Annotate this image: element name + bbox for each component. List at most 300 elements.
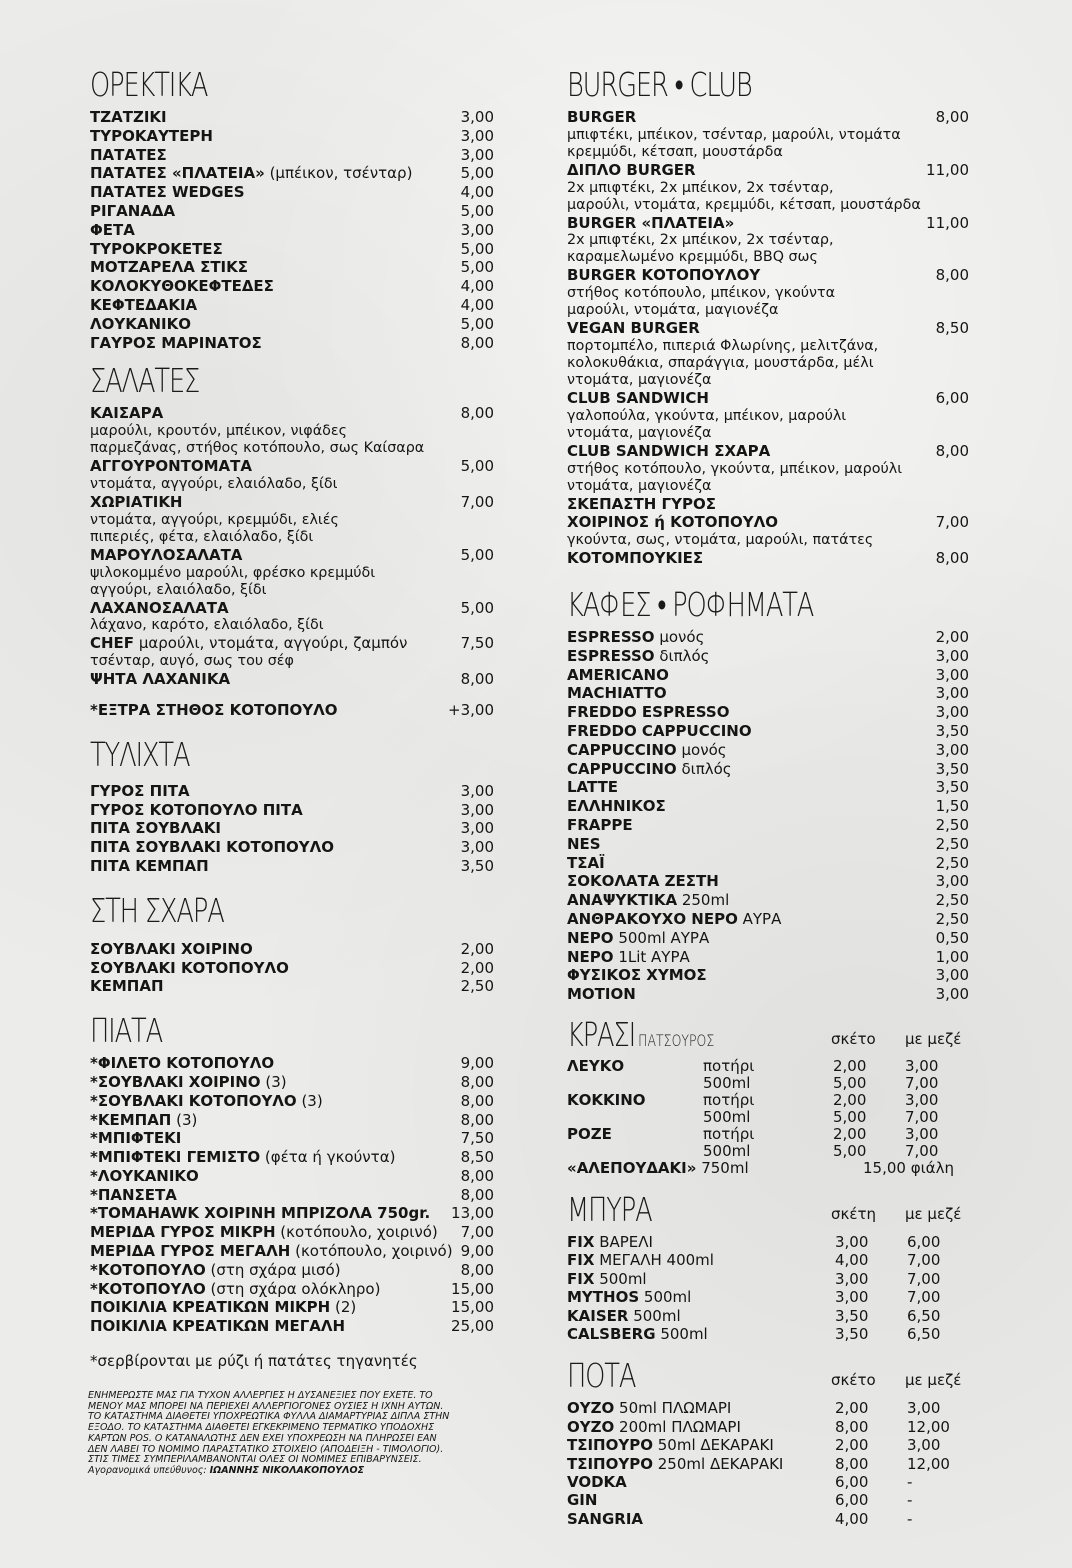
wine-header <box>567 1012 969 1058</box>
drink-row <box>567 1491 969 1509</box>
drink-name: FIX <box>567 1232 595 1251</box>
item-extra: (κοτόπουλο, χοιρινό) <box>280 1223 438 1242</box>
item-name-wrap <box>567 628 909 647</box>
drink-name-wrap <box>567 1455 835 1473</box>
menu-item <box>90 634 494 653</box>
item-name: ΠΑΤΑΤΕΣ WEDGES <box>90 183 245 202</box>
item-name-wrap <box>90 1148 434 1167</box>
drink-size: ΒΑΡΕΛΙ <box>599 1232 653 1251</box>
item-price: 3,00 <box>460 126 494 145</box>
menu-item <box>567 816 969 835</box>
drink-name-wrap <box>567 1307 835 1325</box>
item-name-wrap <box>90 108 434 127</box>
drink-size: 50ml ΔΕΚΑΡΑΚΙ <box>657 1436 774 1455</box>
wine-special-row <box>567 1160 969 1177</box>
drink-row <box>567 1455 969 1473</box>
menu-item <box>90 334 494 353</box>
price-plain: 5,00 <box>833 1141 867 1160</box>
item-price: 9,00 <box>460 1054 494 1073</box>
item-extra: 250ml <box>681 891 730 910</box>
item-extra: (3) <box>176 1110 198 1129</box>
menu-item <box>567 985 969 1004</box>
price-meze: - <box>907 1509 913 1528</box>
drink-name: FIX <box>567 1269 595 1288</box>
item-extra: (στη σχάρα ολόκληρο) <box>210 1279 381 1298</box>
item-extra: διπλός <box>681 759 732 778</box>
item-price: 9,00 <box>460 1242 494 1261</box>
item-name-wrap <box>567 161 909 180</box>
item-name: *ΚΕΜΠΑΠ <box>90 1110 172 1129</box>
menu-item <box>90 1148 494 1167</box>
drink-name: ΟΥΖΟ <box>567 1399 615 1418</box>
item-price: 3,50 <box>935 759 969 778</box>
drink-name-wrap <box>567 1325 835 1343</box>
menu-item <box>567 929 969 948</box>
item-name-wrap <box>567 778 909 797</box>
wine-size: 500ml <box>703 1073 751 1092</box>
menu-item <box>90 240 494 259</box>
menu-item <box>567 442 969 461</box>
menu-item <box>90 127 494 146</box>
menu-item <box>567 910 969 929</box>
item-extra: 500ml ΑΥΡΑ <box>618 928 710 947</box>
item-price: 2,00 <box>935 627 969 646</box>
item-price: 3,00 <box>935 665 969 684</box>
drink-size: 500ml <box>633 1306 681 1325</box>
drink-name: ΤΣΙΠΟΥΡΟ <box>567 1454 653 1473</box>
menu-item <box>90 977 494 996</box>
item-description: γαλοπούλα, γκούντα, μπέικον, μαρούλι <box>567 407 847 424</box>
item-price: 3,00 <box>935 740 969 759</box>
drink-size: 200ml ΠΛΩΜΑΡΙ <box>619 1417 741 1436</box>
item-price: 5,00 <box>460 258 494 277</box>
item-name: ΜΟΤΖΑΡΕΛΑ ΣΤΙΚΣ <box>90 258 249 277</box>
item-name: ΑΝΑΨΥΚΤΙΚΑ <box>567 891 678 910</box>
item-name-wrap <box>90 634 434 653</box>
wine-row <box>567 1092 969 1109</box>
wine-special-price: 15,00 φιάλη <box>863 1158 954 1177</box>
item-description: ψιλοκομμένο μαρούλι, φρέσκο κρεμμύδι <box>90 564 376 581</box>
item-price: 5,00 <box>460 457 494 476</box>
item-name-wrap <box>567 319 909 338</box>
menu-item <box>90 940 494 959</box>
item-description: στήθος κοτόπουλο, μπέικον, γκούντα <box>567 285 836 302</box>
responsible-line <box>88 1466 504 1477</box>
wine-row <box>567 1126 969 1143</box>
item-description: μπιφτέκι, μπέικον, τσένταρ, μαρούλι, ντομάτα <box>567 126 901 143</box>
drink-row <box>567 1473 969 1491</box>
item-name: ΚΕΜΠΑΠ <box>90 977 164 996</box>
item-name-wrap <box>567 214 909 233</box>
price-plain: 2,00 <box>833 1124 867 1143</box>
drink-name: CALSBERG <box>567 1324 656 1343</box>
item-description: ντομάτα, αγγούρι, ελαιόλαδο, ξίδι <box>90 475 338 492</box>
item-name: ΤΥΡΟΚΡΟΚΕΤΕΣ <box>90 239 223 258</box>
drink-name-wrap <box>567 1251 835 1269</box>
menu-item <box>567 666 969 685</box>
drink-row <box>567 1399 969 1417</box>
item-name-wrap <box>90 819 434 838</box>
wine-row <box>567 1143 969 1160</box>
spacer <box>90 876 494 888</box>
menu-item <box>90 277 494 296</box>
right-column <box>567 62 969 1528</box>
price-meze: 3,00 <box>905 1056 939 1075</box>
item-extra: (μπέικον, τσένταρ) <box>269 164 413 183</box>
legal-line: ΕΝΗΜΕΡΩΣΤΕ ΜΑΣ ΓΙΑ ΤΥΧΟΝ ΑΛΛΕΡΓΙΕΣ Η ΔΥΣΑΝΕΞΙΕΣ ΠΟΥ ΕΧΕΤΕ. ΤΟ <box>88 1390 433 1401</box>
item-name: BURGER ΚΟΤΟΠΟΥΛΟΥ <box>567 266 761 285</box>
price-meze: 7,00 <box>907 1251 941 1270</box>
price-plain: 3,50 <box>835 1306 869 1325</box>
price-plain: 6,00 <box>835 1472 869 1491</box>
wine-row <box>567 1109 969 1126</box>
menu-item <box>567 684 969 703</box>
wine-size: ποτήρι <box>703 1056 755 1075</box>
drink-size: 50ml ΠΛΩΜΑΡΙ <box>619 1399 732 1418</box>
menu-item <box>567 513 969 532</box>
item-name: ΕΛΛΗΝΙΚΟΣ <box>567 797 666 816</box>
menu-item <box>567 495 969 514</box>
item-name-wrap <box>90 977 434 996</box>
item-name: *ΣΟΥΒΛΑΚΙ ΧΟΙΡΙΝΟ <box>90 1072 261 1091</box>
item-description: 2x μπιφτέκι, 2x μπέικον, 2x τσένταρ, <box>567 232 834 249</box>
menu-item <box>90 782 494 801</box>
menu-item <box>90 108 494 127</box>
menu-item <box>90 146 494 165</box>
column-header: σκέτο <box>831 1371 876 1390</box>
wine-special-name: «ΑΛΕΠΟΥΔΑΚΙ» <box>567 1158 697 1177</box>
menu-item <box>567 872 969 891</box>
item-price: 3,00 <box>460 781 494 800</box>
item-name: AMERICANO <box>567 665 669 684</box>
item-name: FREDDO ESPRESSO <box>567 703 730 722</box>
section-title: ΣΤΗ ΣΧΑΡΑ <box>90 890 224 930</box>
item-name: ΧΟΙΡΙΝΟΣ ή ΚΟΤΟΠΟΥΛΟ <box>567 513 779 532</box>
item-extra: (κοτόπουλο, χοιρινό) <box>295 1242 453 1261</box>
item-name-wrap <box>90 1186 434 1205</box>
item-description: καραμελωμένο κρεμμύδι, BBQ σως <box>567 249 818 266</box>
legal-line: ΚΑΡΤΩΝ POS. Ο ΚΑΤΑΝΑΛΩΤΗΣ ΔΕΝ ΕΧΕΙ ΥΠΟΧΡΕΩΣΗ ΝΑ ΠΛΗΡΩΣΕΙ ΕΑΝ <box>88 1432 437 1444</box>
item-name-wrap <box>90 1204 434 1223</box>
item-extra: ΑΥΡΑ <box>742 909 782 928</box>
item-name-wrap <box>567 948 909 967</box>
item-name: ΠΙΤΑ ΣΟΥΒΛΑΚΙ ΚΟΤΟΠΟΥΛΟ <box>90 838 335 857</box>
item-description: ντομάτα, αγγούρι, κρεμμύδι, ελιές <box>90 511 339 528</box>
item-name: ΝΕΡΟ <box>567 928 614 947</box>
section-title: ΟΡΕΚΤΙΚΑ <box>90 65 208 104</box>
price-plain: 2,00 <box>833 1056 867 1075</box>
item-name-wrap <box>90 1261 434 1280</box>
left-column <box>90 62 494 1371</box>
section-title-text: ΚΡΑΣΙ <box>567 1014 636 1054</box>
drink-name-wrap <box>567 1510 835 1528</box>
item-price: 3,00 <box>935 684 969 703</box>
item-price: 6,00 <box>935 388 969 407</box>
menu-item <box>90 221 494 240</box>
item-price: 5,00 <box>460 164 494 183</box>
item-name-wrap <box>567 891 909 910</box>
item-name-wrap <box>567 929 909 948</box>
item-name-wrap <box>90 1298 434 1317</box>
price-meze: 6,50 <box>907 1306 941 1325</box>
item-price: 7,00 <box>460 492 494 511</box>
item-price: 2,50 <box>935 815 969 834</box>
item-name-wrap <box>90 546 434 565</box>
item-name-wrap <box>90 1129 434 1148</box>
price-plain: 5,00 <box>833 1107 867 1126</box>
legal-line: ΤΟ ΚΑΤΑΣΤΗΜΑ ΔΙΑΘΕΤΕΙ ΥΠΟΧΡΕΩΤΙΚΑ ΦΥΛΛΑ ΔΙΑΜΑΡΤΥΡΙΑΣ ΔΙΠΛΑ ΣΤΗΝ <box>88 1411 450 1423</box>
item-name: ΔΙΠΛΟ BURGER <box>567 160 696 179</box>
legal-notice <box>88 1391 504 1477</box>
price-meze: 7,00 <box>905 1141 939 1160</box>
item-name: ΠΟΙΚΙΛΙΑ ΚΡΕΑΤΙΚΩΝ ΜΕΓΑΛΗ <box>90 1317 346 1336</box>
menu-item <box>567 741 969 760</box>
section-title: ΠΟΤΑ <box>567 1356 636 1396</box>
spacer <box>90 720 494 732</box>
menu-item <box>90 1223 494 1242</box>
item-name: ΣΟΥΒΛΑΚΙ ΧΟΙΡΙΝΟ <box>90 939 253 958</box>
menu-item <box>567 948 969 967</box>
wine-name <box>567 1109 703 1126</box>
item-name: BURGER <box>567 108 637 126</box>
item-name: ΣΟΥΒΛΑΚΙ ΚΟΤΟΠΟΥΛΟ <box>90 958 289 977</box>
item-price: 7,50 <box>460 634 494 653</box>
menu-item <box>90 1111 494 1130</box>
item-name-wrap <box>567 722 909 741</box>
wine-special <box>567 1160 863 1177</box>
menu-item <box>567 835 969 854</box>
menu-item <box>90 1261 494 1280</box>
item-name-wrap <box>90 202 434 221</box>
menu-item <box>567 389 969 408</box>
drink-size: 250ml ΔΕΚΑΡΑΚΙ <box>657 1454 784 1473</box>
item-name: ΤΖΑΤΖΙΚΙ <box>90 108 167 126</box>
item-name-wrap <box>90 127 434 146</box>
item-extra: (στη σχάρα μισό) <box>210 1260 341 1279</box>
item-description: αγγούρι, ελαιόλαδο, ξίδι <box>90 581 267 598</box>
item-extra: μονός <box>681 740 727 759</box>
item-price: 3,00 <box>935 872 969 891</box>
item-name-wrap <box>567 703 909 722</box>
item-description: πορτομπέλο, πιπεριά Φλωρίνης, μελιτζάνα, <box>567 337 879 354</box>
item-name-wrap <box>567 684 909 703</box>
menu-item <box>90 1317 494 1336</box>
item-name-wrap <box>90 146 434 165</box>
item-name-wrap <box>567 985 909 1004</box>
item-name-wrap <box>90 801 434 820</box>
item-name: ΓΥΡΟΣ ΚΟΤΟΠΟΥΛΟ ΠΙΤΑ <box>90 800 303 819</box>
item-name-wrap <box>567 816 909 835</box>
menu-item <box>90 1204 494 1223</box>
item-name-wrap <box>567 666 909 685</box>
section-subtitle: ΠΑΤΣΟΥΡΟΣ <box>638 1030 715 1050</box>
menu-item <box>567 549 969 568</box>
drink-name-wrap <box>567 1491 835 1509</box>
section-title: ΚΑΦΕΣ • ΡΟΦΗΜΑΤΑ <box>567 584 814 624</box>
menu-item <box>90 1129 494 1148</box>
item-name-wrap <box>567 760 909 779</box>
item-price: 5,00 <box>460 545 494 564</box>
item-description: κολοκυθάκια, σπαράγγια, μουστάρδα, μέλι <box>567 354 874 371</box>
price-plain: 6,00 <box>835 1491 869 1510</box>
section-title: ΣΑΛΑΤΕΣ <box>90 361 200 401</box>
item-description: 2x μπιφτέκι, 2x μπέικον, 2x τσένταρ, <box>567 179 834 196</box>
item-price: 2,00 <box>460 939 494 958</box>
menu-item <box>90 819 494 838</box>
item-description: ντομάτα, μαγιονέζα <box>567 424 712 441</box>
item-name-wrap <box>90 258 434 277</box>
item-name: ΠΑΤΑΤΕΣ <box>90 145 167 164</box>
item-name: ΧΩΡΙΑΤΙΚΗ <box>90 492 183 511</box>
item-name-wrap <box>90 493 434 512</box>
menu-item <box>90 1073 494 1092</box>
item-extra: (2) <box>335 1298 357 1317</box>
item-name-wrap <box>90 315 434 334</box>
price-meze: 12,00 <box>907 1454 950 1473</box>
item-name: BURGER «ΠΛΑΤΕΙΑ» <box>567 213 735 232</box>
item-name: ΛΟΥΚΑΝΙΚΟ <box>90 314 191 333</box>
menu-item <box>90 296 494 315</box>
drink-size: ΜΕΓΑΛΗ 400ml <box>599 1251 714 1270</box>
item-name-wrap <box>90 1242 453 1261</box>
item-name-wrap <box>567 442 909 461</box>
item-name-wrap <box>567 549 909 568</box>
menu-item <box>567 966 969 985</box>
price-meze: - <box>907 1472 913 1491</box>
drink-name: GIN <box>567 1491 598 1510</box>
item-price: 15,00 <box>451 1279 494 1298</box>
legal-line: ΔΕΝ ΛΑΒΕΙ ΤΟ ΝΟΜΙΜΟ ΠΑΡΑΣΤΑΤΙΚΟ ΣΤΟΙΧΕΙΟ (ΑΠΟΔΕΙΞΗ - ΤΙΜΟΛΟΓΙΟ). <box>88 1443 444 1455</box>
item-price: 8,00 <box>460 670 494 689</box>
item-extra: 1Lit ΑΥΡΑ <box>618 947 690 966</box>
item-name: CAPPUCCINO <box>567 759 677 778</box>
wine-table <box>567 1058 969 1177</box>
item-name-wrap <box>90 1167 434 1186</box>
item-name-wrap <box>90 240 434 259</box>
menu-item <box>567 891 969 910</box>
item-name-wrap <box>90 457 434 476</box>
item-name-wrap <box>90 1073 434 1092</box>
item-name: ΝΕΡΟ <box>567 947 614 966</box>
item-name: FRAPPE <box>567 815 633 834</box>
price-meze: 6,00 <box>907 1232 941 1251</box>
item-name: CLUB SANDWICH ΣΧΑΡΑ <box>567 441 771 460</box>
item-name-wrap <box>90 1223 438 1242</box>
price-plain: 5,00 <box>833 1073 867 1092</box>
drink-name-wrap <box>567 1270 835 1288</box>
drink-row <box>567 1270 969 1288</box>
item-price: 3,00 <box>460 800 494 819</box>
price-meze: 3,00 <box>907 1436 941 1455</box>
item-name: ΠΙΤΑ ΚΕΜΠΑΠ <box>90 856 209 875</box>
spacer <box>567 1004 969 1012</box>
item-price: 2,50 <box>935 853 969 872</box>
item-price: +3,00 <box>448 700 494 719</box>
menu-item <box>90 546 494 565</box>
price-meze: 7,00 <box>907 1288 941 1307</box>
wine-size: ποτήρι <box>703 1090 755 1109</box>
item-name: ΚΟΛΟΚΥΘΟΚΕΦΤΕΔΕΣ <box>90 277 274 296</box>
item-price: 3,50 <box>460 856 494 875</box>
item-name: ΚΕΦΤΕΔΑΚΙΑ <box>90 295 198 314</box>
price-plain: 3,00 <box>835 1288 869 1307</box>
price-meze: 7,00 <box>907 1269 941 1288</box>
drink-name-wrap <box>567 1233 835 1251</box>
wine-name: ΛΕΥΚΟ <box>567 1056 625 1075</box>
item-price: 8,00 <box>935 108 969 126</box>
menu-item <box>567 161 969 180</box>
item-name-wrap <box>90 959 434 978</box>
menu-item <box>90 493 494 512</box>
item-name-wrap <box>90 334 434 353</box>
item-name-wrap <box>567 966 909 985</box>
responsible-label: Αγορανομικά υπεύθυνος: <box>88 1464 207 1476</box>
item-extra: (3) <box>301 1091 323 1110</box>
item-price: 3,00 <box>460 220 494 239</box>
item-name-wrap <box>567 872 909 891</box>
item-name: ΦΕΤΑ <box>90 220 135 239</box>
menu-item <box>567 778 969 797</box>
byra-header <box>567 1187 969 1233</box>
item-name: ΠΟΙΚΙΛΙΑ ΚΡΕΑΤΙΚΩΝ ΜΙΚΡΗ <box>90 1298 331 1317</box>
item-price: 3,50 <box>935 778 969 797</box>
item-price: 5,00 <box>460 239 494 258</box>
price-plain: 2,00 <box>833 1090 867 1109</box>
menu-item <box>90 457 494 476</box>
price-plain: 2,00 <box>835 1436 869 1455</box>
item-price: 2,50 <box>935 834 969 853</box>
menu-item <box>90 183 494 202</box>
column-header: σκέτο <box>831 1029 876 1048</box>
menu-item <box>90 1242 494 1261</box>
item-extra: (φέτα ή γκούντα) <box>264 1148 396 1167</box>
item-name: MOTION <box>567 985 636 1004</box>
drink-name-wrap <box>567 1418 835 1436</box>
item-price: 4,00 <box>460 295 494 314</box>
item-name: ΑΝΘΡΑΚΟΥΧΟ ΝΕΡΟ <box>567 909 738 928</box>
item-name: FREDDO CAPPUCCINO <box>567 721 752 740</box>
item-name: ΜΕΡΙΔΑ ΓΥΡΟΣ ΜΕΓΑΛΗ <box>90 1242 291 1261</box>
price-plain: 2,00 <box>835 1399 869 1418</box>
item-description: τσένταρ, αυγό, σως του σέφ <box>90 653 294 670</box>
item-price: 7,00 <box>460 1223 494 1242</box>
item-name-wrap <box>567 647 909 666</box>
item-price: 3,00 <box>460 819 494 838</box>
item-name: ESPRESSO <box>567 627 655 646</box>
item-name-wrap <box>90 296 434 315</box>
item-name: ΚΟΤΟΜΠΟΥΚΙΕΣ <box>567 549 704 568</box>
item-description: γκούντα, σως, ντομάτα, μαρούλι, πατάτες <box>567 532 874 549</box>
item-price: 11,00 <box>926 160 969 179</box>
item-price: 1,50 <box>935 797 969 816</box>
item-name: ΛΑΧΑΝΟΣΑΛΑΤΑ <box>90 598 229 617</box>
pota-header <box>567 1353 969 1399</box>
item-price: 25,00 <box>451 1317 494 1336</box>
menu-item <box>90 599 494 618</box>
item-price: 3,00 <box>460 145 494 164</box>
item-name-wrap <box>567 854 909 873</box>
item-name: ΤΥΡΟΚΑΥΤΕΡΗ <box>90 126 213 145</box>
item-price: 8,00 <box>935 549 969 568</box>
item-name-wrap <box>90 670 434 689</box>
item-price: 8,00 <box>460 1072 494 1091</box>
item-price: 3,00 <box>460 838 494 857</box>
item-name: ΓΥΡΟΣ ΠΙΤΑ <box>90 781 190 800</box>
item-price: 8,00 <box>460 1110 494 1129</box>
menu-item <box>567 214 969 233</box>
column-header: με μεζέ <box>905 1371 962 1390</box>
drink-row <box>567 1288 969 1306</box>
